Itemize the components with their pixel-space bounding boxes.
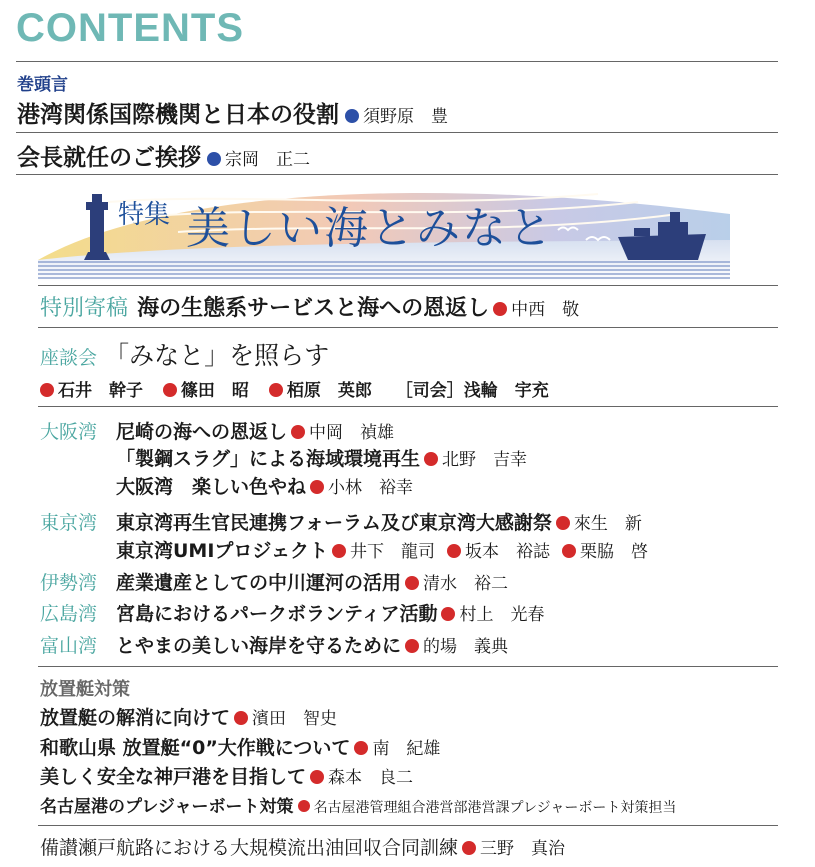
article-author: 濱田 智史 bbox=[252, 709, 338, 729]
toc-entry[interactable] bbox=[40, 792, 676, 817]
toc-entry[interactable] bbox=[116, 417, 394, 444]
bullet-icon bbox=[234, 711, 248, 725]
article-title: 会長就任のご挨拶 bbox=[17, 144, 201, 171]
toc-entry[interactable] bbox=[116, 444, 527, 471]
banner-prefix: 特集 bbox=[118, 200, 171, 230]
moderator-label: ［司会］ bbox=[395, 381, 464, 401]
article-author: 清水 裕二 bbox=[423, 574, 509, 594]
bullet-icon bbox=[562, 544, 576, 558]
article-title: とやまの美しい海岸を守るために bbox=[116, 635, 402, 657]
bullet-icon bbox=[424, 452, 438, 466]
divider bbox=[16, 174, 778, 175]
divider bbox=[16, 61, 778, 62]
section-label-hiroshima: 広島湾 bbox=[40, 603, 98, 625]
moderator-name: 浅輪 宇充 bbox=[463, 381, 549, 401]
bullet-icon bbox=[332, 544, 346, 558]
article-title: 和歌山県 放置艇“0”大作戦について bbox=[40, 737, 351, 759]
article-author: 來生 新 bbox=[573, 514, 642, 534]
feature-banner[interactable] bbox=[38, 182, 730, 282]
article-author: 中西 敬 bbox=[511, 300, 580, 320]
roundtable-label: 座談会 bbox=[40, 347, 98, 369]
bullet-icon bbox=[310, 770, 324, 784]
bullet-icon bbox=[556, 516, 570, 530]
roundtable-participants bbox=[36, 376, 549, 401]
bullet-icon bbox=[441, 607, 455, 621]
article-author: 森本 良二 bbox=[328, 768, 414, 788]
banner-title: 美しい海とみなと bbox=[186, 203, 554, 254]
participant-name: 栢原 英郎 bbox=[286, 381, 372, 401]
bullet-icon bbox=[345, 109, 359, 123]
article-author: 名古屋港管理組合港営部港営課プレジャーボート対策担当 bbox=[313, 800, 677, 816]
bullet-icon bbox=[298, 800, 310, 812]
special-label: 特別寄稿 bbox=[40, 296, 129, 321]
divider bbox=[38, 327, 778, 328]
toc-entry[interactable] bbox=[116, 631, 508, 658]
article-title: 大阪湾 楽しい色やね bbox=[116, 476, 307, 498]
article-title: 港湾関係国際機関と日本の役割 bbox=[17, 101, 339, 128]
article-title: 放置艇の解消に向けて bbox=[40, 707, 231, 729]
toc-entry[interactable] bbox=[116, 508, 642, 535]
participant-name: 石井 幹子 bbox=[58, 381, 143, 401]
contents-title: CONTENTS bbox=[16, 6, 244, 50]
section-label-osaka: 大阪湾 bbox=[40, 421, 98, 443]
article-author: 村上 光春 bbox=[459, 605, 545, 625]
article-author: 井下 龍司 bbox=[350, 542, 436, 562]
article-title: 備讃瀬戸航路における大規模流出油回収合同訓練 bbox=[40, 837, 459, 859]
roundtable-article[interactable] bbox=[40, 336, 329, 372]
foreword-label: 巻頭言 bbox=[17, 75, 68, 95]
special-article[interactable] bbox=[40, 291, 579, 322]
article-title: 尼崎の海への恩返し bbox=[116, 421, 288, 443]
bullet-icon bbox=[163, 383, 177, 397]
article-author: 三野 真治 bbox=[480, 839, 566, 859]
toc-entry[interactable] bbox=[40, 703, 337, 730]
toc-entry[interactable] bbox=[40, 833, 565, 860]
divider bbox=[38, 666, 778, 667]
article-title: 東京湾再生官民連携フォーラム及び東京湾大感謝祭 bbox=[116, 512, 552, 534]
foreword-article-1[interactable] bbox=[17, 96, 448, 129]
article-author: 須野原 豊 bbox=[363, 107, 448, 127]
article-author: 宗岡 正二 bbox=[225, 150, 310, 170]
toc-entry[interactable] bbox=[40, 733, 440, 760]
article-title: 産業遺産としての中川運河の活用 bbox=[116, 572, 402, 594]
article-author: 北野 吉幸 bbox=[442, 450, 528, 470]
article-author: 小林 裕幸 bbox=[328, 478, 414, 498]
bullet-icon bbox=[354, 741, 368, 755]
article-title: 東京湾UMIプロジェクト bbox=[116, 540, 329, 562]
bullet-icon bbox=[447, 544, 461, 558]
bullet-icon bbox=[291, 425, 305, 439]
section-label-abandoned: 放置艇対策 bbox=[40, 679, 130, 700]
article-title: 名古屋港のプレジャーボート対策 bbox=[40, 797, 294, 817]
bullet-icon bbox=[269, 383, 283, 397]
divider bbox=[38, 406, 778, 407]
article-author: 南 紀雄 bbox=[372, 739, 441, 759]
article-author: 坂本 裕誌 bbox=[465, 542, 551, 562]
section-label-ise: 伊勢湾 bbox=[40, 572, 98, 594]
toc-entry[interactable] bbox=[116, 568, 508, 595]
bullet-icon bbox=[493, 302, 507, 316]
bullet-icon bbox=[40, 383, 54, 397]
toc-entry[interactable] bbox=[116, 536, 648, 563]
article-author: 中岡 禎雄 bbox=[309, 423, 395, 443]
article-title: 「みなと」を照らす bbox=[104, 341, 330, 370]
article-author: 的場 義典 bbox=[423, 637, 509, 657]
toc-entry[interactable] bbox=[40, 762, 413, 789]
article-title: 宮島におけるパークボランティア活動 bbox=[116, 603, 438, 625]
section-label-tokyo: 東京湾 bbox=[40, 512, 98, 534]
divider bbox=[38, 285, 778, 286]
bullet-icon bbox=[207, 152, 221, 166]
bullet-icon bbox=[462, 841, 476, 855]
section-label-toyama: 富山湾 bbox=[40, 635, 98, 657]
bullet-icon bbox=[405, 639, 419, 653]
toc-entry[interactable] bbox=[116, 472, 413, 499]
divider bbox=[38, 825, 778, 826]
article-title: 美しく安全な神戸港を目指して bbox=[40, 766, 307, 788]
participant-name: 篠田 昭 bbox=[180, 381, 249, 401]
bullet-icon bbox=[405, 576, 419, 590]
toc-entry[interactable] bbox=[116, 599, 544, 626]
foreword-article-2[interactable] bbox=[17, 139, 310, 172]
article-title: 「製鋼スラグ」による海域環境再生 bbox=[116, 448, 421, 470]
article-title: 海の生態系サービスと海への恩返し bbox=[137, 295, 490, 321]
divider bbox=[16, 132, 778, 133]
bullet-icon bbox=[310, 480, 324, 494]
article-author: 栗脇 啓 bbox=[580, 542, 649, 562]
